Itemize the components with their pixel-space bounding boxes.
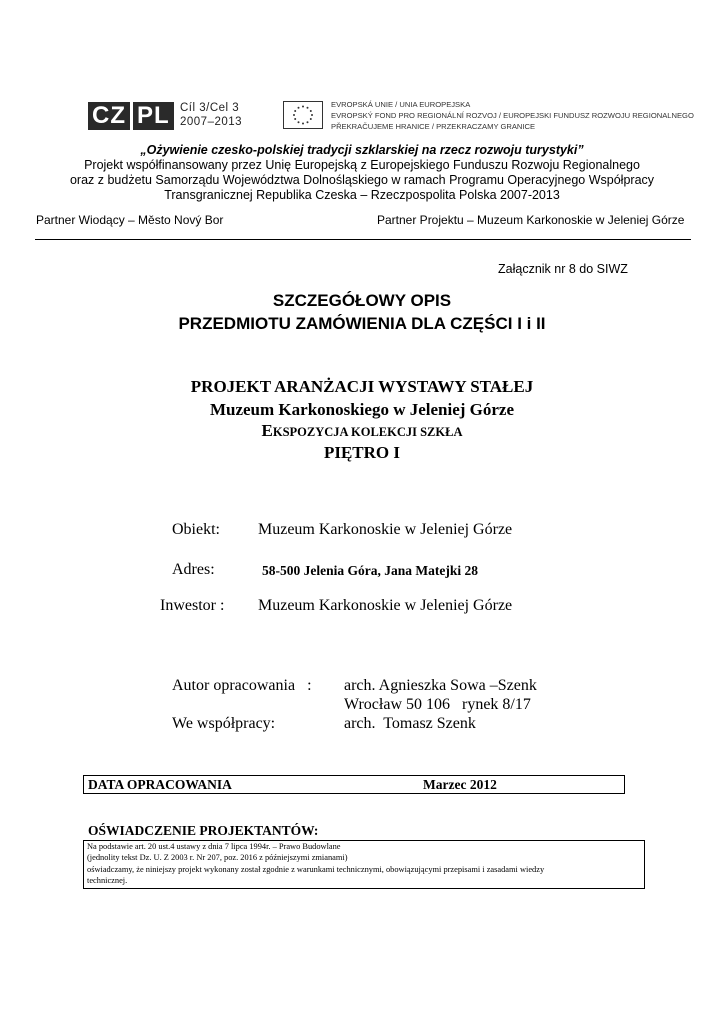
program-label xyxy=(180,101,242,129)
statement-line-2: (jednolity tekst Dz. U. Z 2003 r. Nr 207, poz. 2016 z późniejszymi zmianami) xyxy=(87,853,348,862)
attachment-label: Załącznik nr 8 do SIWZ xyxy=(498,262,628,276)
header-divider xyxy=(35,239,691,240)
obiekt-label: Obiekt: xyxy=(172,521,220,538)
statement-line-3: oświadczamy, że niniejszy projekt wykonany został zgodnie z warunkami technicznymi, obowiązującymi przepisami i zasadami wiedzy xyxy=(87,865,545,874)
autor-label: Autor opracowania : xyxy=(172,677,312,694)
partner-lead: Partner Wiodący – Město Nový Bor xyxy=(36,213,224,227)
statement-heading: OŚWIADCZENIE PROJEKTANTÓW: xyxy=(88,823,319,838)
program-label-line1: Cíl 3/Cel 3 xyxy=(180,102,240,114)
program-label-line2: 2007–2013 xyxy=(180,116,243,128)
date-table-value: Marzec 2012 xyxy=(423,777,497,792)
inwestor-label: Inwestor : xyxy=(160,597,225,614)
inwestor-value: Muzeum Karkonoskie w Jeleniej Górze xyxy=(258,597,513,614)
czpl-logo xyxy=(88,101,174,131)
statement-line-1: Na podstawie art. 20 ust.4 ustawy z dnia 7 lipca 1994r. – Prawo Budowlane xyxy=(87,842,341,851)
adres-label: Adres: xyxy=(172,561,215,578)
header-line-3: oraz z budżetu Samorządu Województwa Dolnośląskiego w ramach Programu Operacyjnego Współpracy xyxy=(69,173,655,187)
autor-value: arch. Agnieszka Sowa –Szenk xyxy=(344,677,537,694)
date-table-label: DATA OPRACOWANIA xyxy=(88,777,232,792)
project-motto: „Ożywienie czesko-polskiej tradycji szklarskiej na rzecz rozwoju turystyki” xyxy=(140,143,584,157)
project-exposition xyxy=(0,421,724,441)
header-line-2: Projekt współfinansowany przez Unię Europejską z Europejskiego Funduszu Rozwoju Regionalnego xyxy=(84,158,640,172)
statement-line-4: technicznej. xyxy=(87,876,128,885)
title-line-1: SZCZEGÓŁOWY OPIS xyxy=(272,291,452,310)
project-floor: PIĘTRO I xyxy=(323,443,401,462)
eu-text-line1: EVROPSKÁ UNIE / UNIA EUROPEJSKA xyxy=(331,100,471,109)
wspolpraca-value: arch. Tomasz Szenk xyxy=(344,715,476,732)
project-exposition-cap: E xyxy=(261,421,273,440)
project-title: PROJEKT ARANŻACJI WYSTAWY STAŁEJ xyxy=(190,377,534,396)
czpl-logo-cz: CZ xyxy=(88,102,130,130)
czpl-logo-pl: PL xyxy=(133,102,174,130)
eu-flag-icon xyxy=(283,101,323,129)
project-exposition-rest: KSPOZYCJA KOLEKCJI SZKŁA xyxy=(272,425,463,439)
header-line-4: Transgranicznej Republika Czeska – Rzeczpospolita Polska 2007-2013 xyxy=(164,188,560,202)
eu-text-line2: EVROPSKÝ FOND PRO REGIONÁLNÍ ROZVOJ / EUROPEJSKI FUNDUSZ ROZWOJU REGIONALNEGO xyxy=(331,111,694,121)
obiekt-value: Muzeum Karkonoskie w Jeleniej Górze xyxy=(258,521,513,538)
adres-value: 58-500 Jelenia Góra, Jana Matejki 28 xyxy=(262,563,478,578)
eu-text-line3: PŘEKRAČUJEME HRANICE / PRZEKRACZAMY GRANICE xyxy=(331,122,536,132)
title-line-2: PRZEDMIOTU ZAMÓWIENIA DLA CZĘŚCI I i II xyxy=(178,314,546,333)
wspolpraca-label: We współpracy: xyxy=(172,715,276,732)
eu-fund-text xyxy=(331,99,694,133)
project-museum: Muzeum Karkonoskiego w Jeleniej Górze xyxy=(209,400,515,419)
autor-address: Wrocław 50 106 rynek 8/17 xyxy=(344,696,531,713)
partner-project: Partner Projektu – Muzeum Karkonoskie w Jeleniej Górze xyxy=(377,213,685,227)
